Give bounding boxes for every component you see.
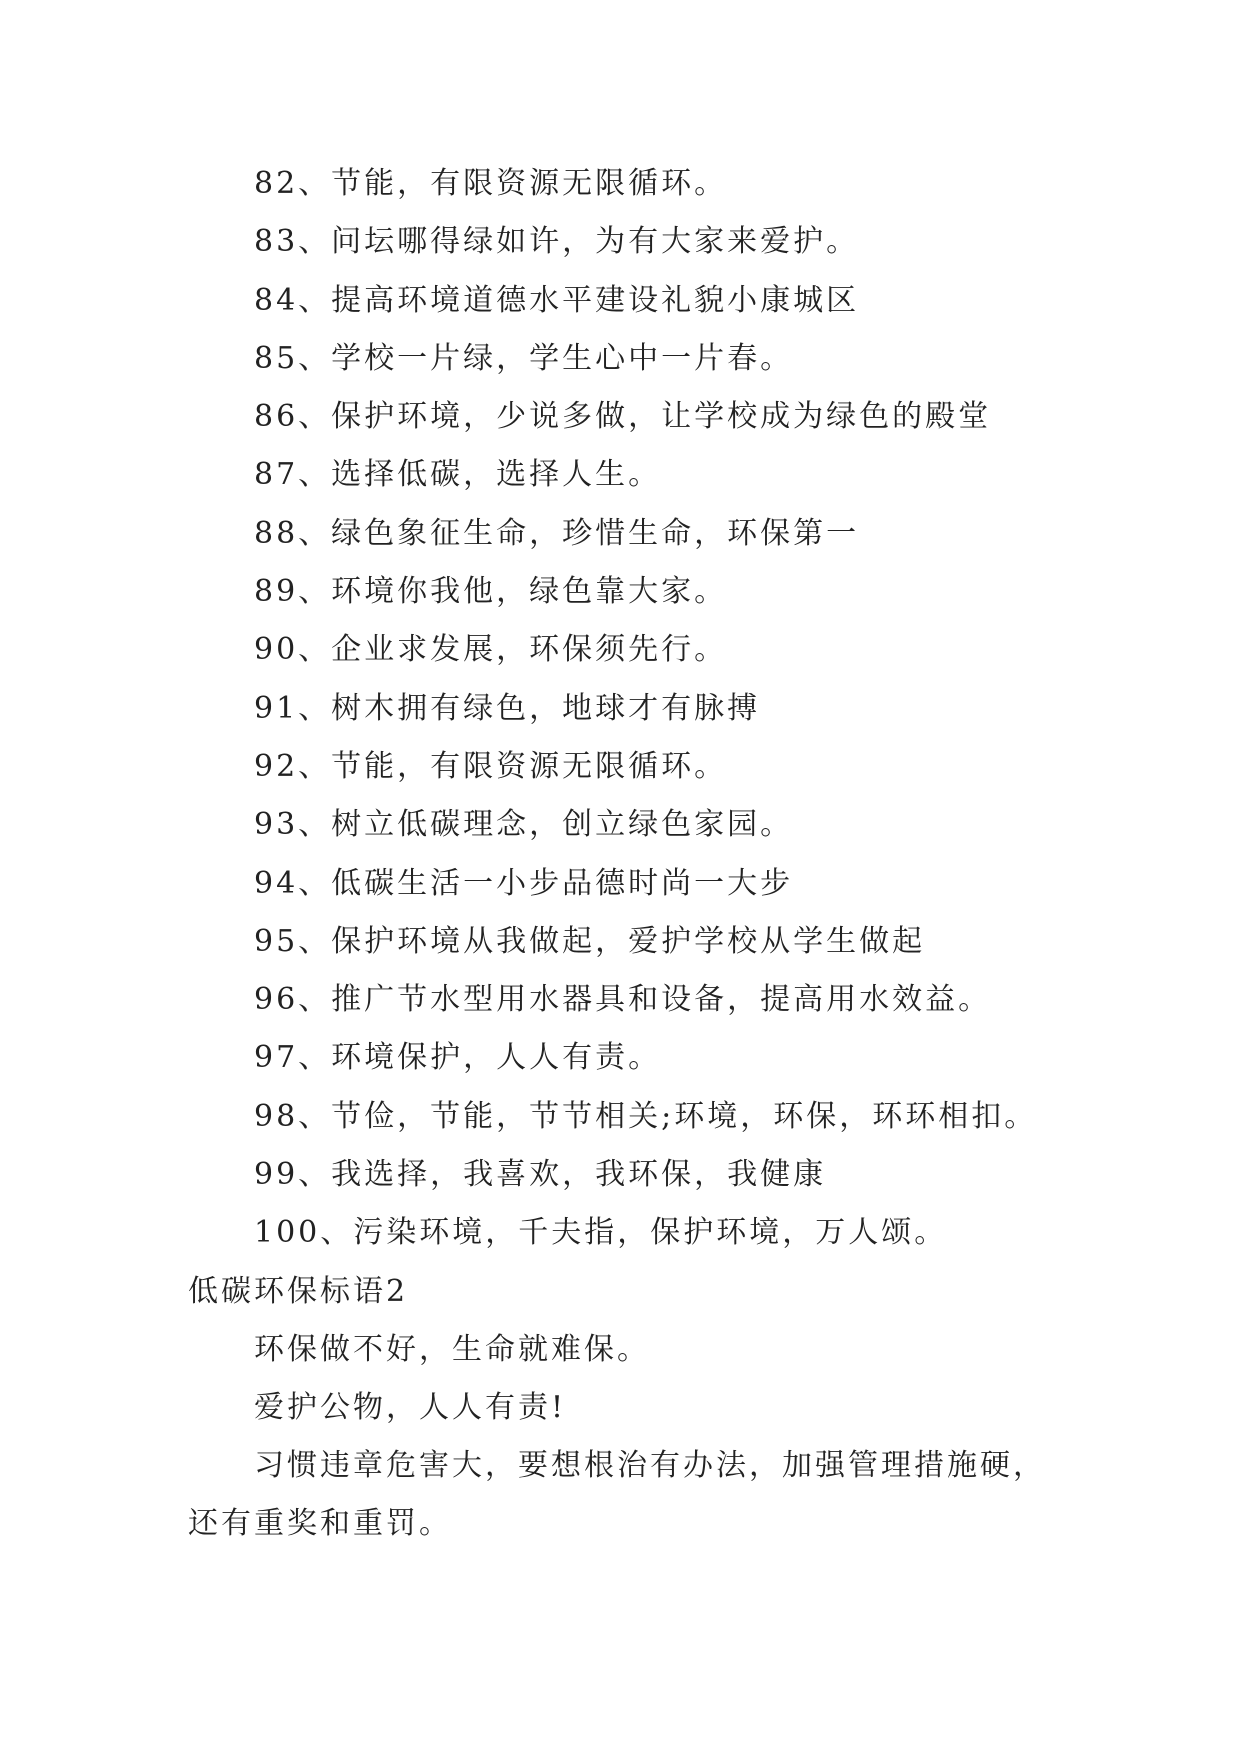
- slogan-96: 96、推广节水型用水器具和设备，提高用水效益。: [254, 982, 992, 1018]
- slogan-86: 86、保护环境，少说多做，让学校成为绿色的殿堂: [254, 399, 992, 435]
- slogan-93: 93、树立低碳理念，创立绿色家园。: [254, 807, 794, 843]
- section-line-2: 爱护公物，人人有责!: [254, 1389, 567, 1425]
- section-paragraph: 习惯违章危害大，要想根治有办法，加强管理措施硬，还有重奖和重罚。: [188, 1448, 1046, 1542]
- slogan-83: 83、问坛哪得绿如许，为有大家来爱护。: [254, 224, 860, 260]
- section-lines: [188, 1321, 1088, 1438]
- slogan-89: 89、环境你我他，绿色靠大家。: [254, 574, 728, 610]
- slogan-92: 92、节能，有限资源无限循环。: [254, 748, 728, 784]
- slogan-85: 85、学校一片绿，学生心中一片春。: [254, 340, 794, 376]
- slogan-87: 87、选择低碳，选择人生。: [254, 457, 662, 493]
- slogan-100: 100、污染环境，千夫指，保护环境，万人颂。: [254, 1215, 948, 1251]
- slogan-94: 94、低碳生活一小步品德时尚一大步: [254, 865, 794, 901]
- slogan-97: 97、环境保护，人人有责。: [254, 1040, 662, 1076]
- slogan-82: 82、节能，有限资源无限循环。: [254, 166, 728, 201]
- slogan-91: 91、树木拥有绿色，地球才有脉搏: [254, 690, 761, 726]
- slogan-99: 99、我选择，我喜欢，我环保，我健康: [254, 1157, 827, 1193]
- slogan-95: 95、保护环境从我做起，爱护学校从学生做起: [254, 923, 926, 959]
- section-heading: 低碳环保标语2: [188, 1273, 409, 1309]
- document-body: [188, 155, 1088, 1553]
- slogan-90: 90、企业求发展，环保须先行。: [254, 632, 728, 668]
- section-line-1: 环保做不好，生命就难保。: [254, 1331, 650, 1367]
- slogan-88: 88、绿色象征生命，珍惜生命，环保第一: [254, 515, 860, 551]
- slogan-list: [188, 155, 1088, 1263]
- slogan-84: 84、提高环境道德水平建设礼貌小康城区: [254, 282, 860, 318]
- slogan-98: 98、节俭，节能，节节相关;环境，环保，环环相扣。: [254, 1098, 1038, 1134]
